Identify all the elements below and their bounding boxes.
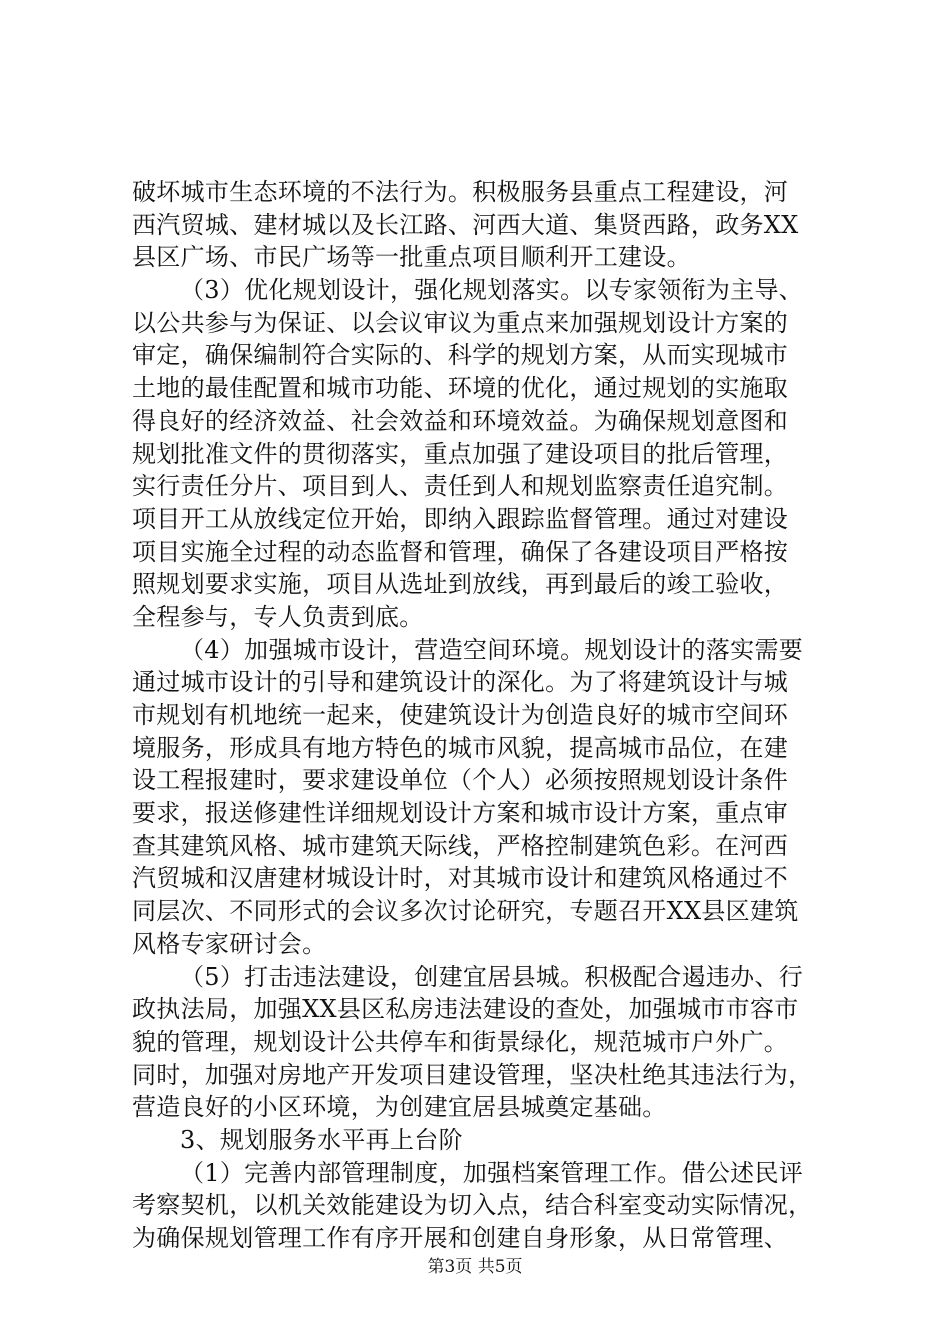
text-line: 为确保规划管理工作有序开展和创建自身形象，从日常管理、 <box>132 1224 789 1252</box>
text-line: 同层次、不同形式的会议多次讨论研究，专题召开XX县区建筑 <box>132 897 799 926</box>
text-line: 规划批准文件的贯彻落实，重点加强了建设项目的批后管理， <box>132 439 789 468</box>
paragraph-start-line: （1）完善内部管理制度，加强档案管理工作。借公述民评 <box>180 1158 804 1187</box>
text-line: 西汽贸城、建材城以及长江路、河西大道、集贤西路，政务XX <box>132 210 799 239</box>
text-line: 营造良好的小区环境，为创建宜居县城奠定基础。 <box>132 1093 667 1122</box>
text-line: 破坏城市生态环境的不法行为。积极服务县重点工程建设，河 <box>132 178 789 206</box>
paragraph-start-line: （5）打击违法建设，创建宜居县城。积极配合遏违办、行 <box>180 962 804 991</box>
text-line: 设工程报建时，要求建设单位（个人）必须按照规划设计条件 <box>132 766 789 795</box>
text-line: 县区广场、市民广场等一批重点项目顺利开工建设。 <box>132 243 691 272</box>
text-line: 汽贸城和汉唐建材城设计时，对其城市设计和建筑风格通过不 <box>132 864 789 893</box>
text-line: 审定，确保编制符合实际的、科学的规划方案，从而实现城市 <box>132 341 789 370</box>
text-line: 政执法局，加强XX县区私房违法建设的查处，加强城市市容市 <box>132 995 799 1024</box>
paragraph-start-line: （3）优化规划设计，强化规划落实。以专家领衔为主导、 <box>180 276 804 305</box>
text-line: 照规划要求实施，项目从选址到放线，再到最后的竣工验收， <box>132 570 789 599</box>
text-line: 以公共参与为保证、以会议审议为重点来加强规划设计方案的 <box>132 308 789 337</box>
text-line: 查其建筑风格、城市建筑天际线，严格控制建筑色彩。在河西 <box>132 831 789 860</box>
text-line: 貌的管理，规划设计公共停车和街景绿化，规范城市户外广。 <box>132 1027 789 1056</box>
text-line: 要求，报送修建性详细规划设计方案和城市设计方案，重点审 <box>132 799 789 828</box>
text-line: 风格专家研讨会。 <box>132 929 327 958</box>
paragraph-start-line: （4）加强城市设计，营造空间环境。规划设计的落实需要 <box>180 635 804 664</box>
page-number-footer: 第3页 共5页 <box>427 1257 523 1277</box>
text-line: 考察契机，以机关效能建设为切入点，结合科室变动实际情况， <box>132 1191 813 1220</box>
text-line: 项目实施全过程的动态监督和管理，确保了各建设项目严格按 <box>132 537 789 566</box>
text-line: 同时，加强对房地产开发项目建设管理，坚决杜绝其违法行为， <box>132 1060 813 1089</box>
text-line: 全程参与，专人负责到底。 <box>132 602 424 631</box>
text-line: 境服务，形成具有地方特色的城市风貌，提高城市品位，在建 <box>132 733 789 762</box>
text-line: 通过城市设计的引导和建筑设计的深化。为了将建筑设计与城 <box>132 668 789 697</box>
document-body <box>132 176 830 1255</box>
text-line: 得良好的经济效益、社会效益和环境效益。为确保规划意图和 <box>132 406 789 435</box>
section-heading: 3、规划服务水平再上台阶 <box>180 1125 463 1154</box>
text-line: 项目开工从放线定位开始，即纳入跟踪监督管理。通过对建设 <box>132 504 789 533</box>
text-line: 市规划有机地统一起来，使建筑设计为创造良好的城市空间环 <box>132 701 789 729</box>
text-line: 实行责任分片、项目到人、责任到人和规划监察责任追究制。 <box>132 472 789 501</box>
text-line: 土地的最佳配置和城市功能、环境的优化，通过规划的实施取 <box>132 374 789 403</box>
